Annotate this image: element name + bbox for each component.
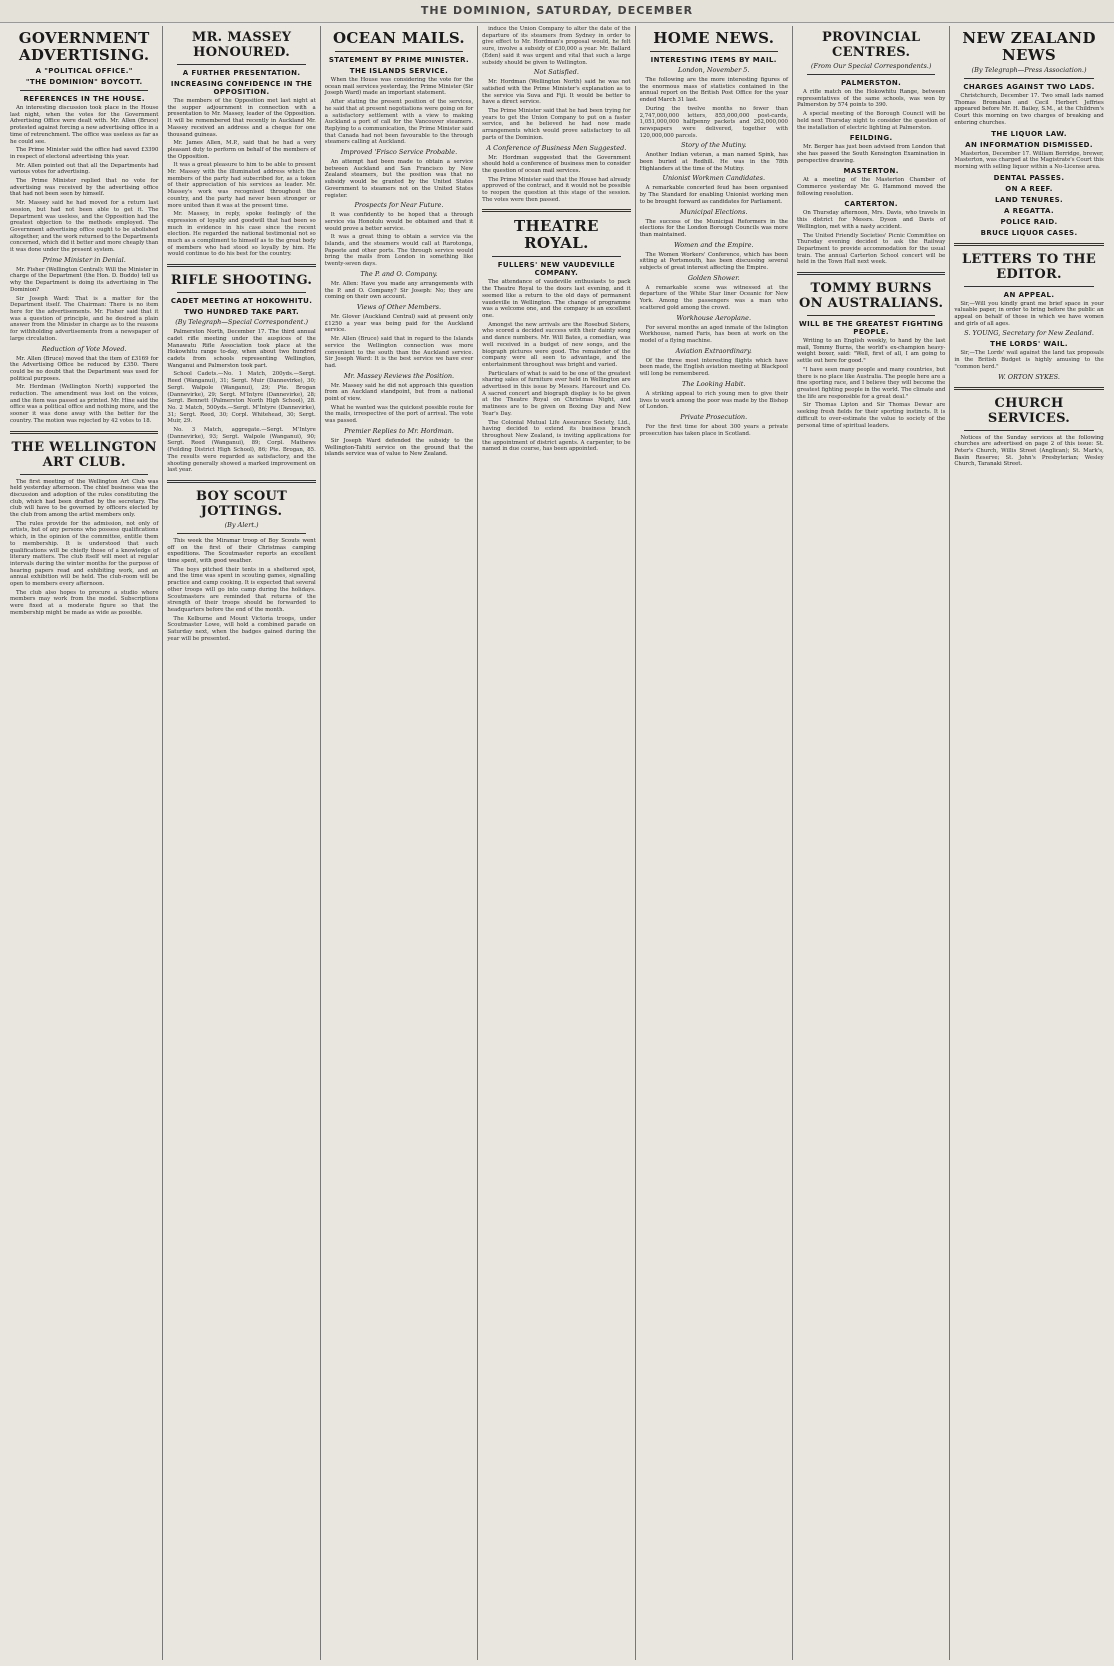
subhead-aviation: Aviation Extraordinary. — [675, 346, 752, 355]
column-1 — [6, 26, 163, 1660]
article-body-filler: School Cadets.—No. 1 Match, 200yds.—Sergt. Reed (Wanganui), 31; Sergt. Muir (Dannevirke), 30; Sergt. Walpole (Wanganui), 29; Pte. Brogan (Dannevirke), 29; Sergt. M'Intyre (Dannevirke), 28; Sergt. Bennett (Palmerston North High School), 28. No. 2 Match, 500yds.—Sergt. M'Intyre (Dannevirke), 31; Sergt. Reed, 30; Corpl. Whitehead, 30; Sergt. Muir, 29. — [167, 371, 316, 425]
subhead-two-hundred: TWO HUNDRED TAKE PART. — [184, 308, 300, 317]
article-paragraph: The following are the more interesting figures of the enormous mass of statistics contained in the annual report on the British Post Office for the year ended March 31 last. — [639, 77, 788, 104]
article-paragraph: An interesting discussion took place in the House last night, when the votes for the Government Advertising Office were dealt with. Mr. Allen (Bruce) protested against forcing a new advertising office in a time of retrenchment. The office was useless as far as he could see. — [10, 105, 159, 145]
subhead-looking-habit: The Looking Habit. — [682, 379, 746, 388]
divider — [954, 387, 1103, 390]
article-paragraph: Mr. Allen: Have you made any arrangements with the P. and O. Company? Sir Joseph: No; they are coming on their own account. — [324, 280, 474, 301]
byline: (From Our Special Correspondents.) — [810, 62, 932, 70]
divider — [650, 51, 778, 52]
headline-ocean-mails: OCEAN MAILS. — [333, 29, 465, 47]
subhead-political-office: A "POLITICAL OFFICE." — [35, 67, 133, 75]
article-body-filler: It was a great pleasure to him to be able to present Mr. Massey with the illuminated address which the members of the party had subscribed for, as a token of their appreciation of his services as leader. Mr. Massey's work was recognised throughout the country, and the party had never been stronger or more united than it was at the present time. — [167, 162, 316, 209]
subhead-palmerston: PALMERSTON. — [841, 79, 902, 87]
article-body-filler: Mr. Massey said he had moved for a return last session, but had not been able to get it. The Department was useless, and the Opposition had the greatest objection to the methods employed. The Government advertising office ought to be abolished altogether, and the work returned to the Departments concerned, which did it better and more cheaply than it was done under the present system. — [10, 200, 159, 254]
article-body-filler: Of the three most interesting flights which have been made, the English aviation meeting at Blackpool will long be remembered. — [639, 357, 788, 378]
article-paragraph: Mr. Hordman (Wellington North) said he was not satisfied with the Prime Minister's explanation as to the service via Suva and Fiji. It would be better to have a direct service. — [482, 79, 631, 106]
article-paragraph: The first meeting of the Wellington Art Club was held yesterday afternoon. The chief business was the discussion and adoption of the rules constituting the club, which had been drafted by the secretary. The club will have to be governed by officers elected by the club from among the artist members only. — [10, 478, 159, 519]
subhead-p-and-o: The P. and O. Company. — [360, 269, 438, 278]
article-body-filler: Sir Thomas Lipton and Sir Thomas Dewar are seeking fresh fields for their sporting instincts. It is difficult to over-estimate the value to society of the personal time of spiritual leaders. — [796, 402, 946, 429]
masthead: THE DOMINION, SATURDAY, DECEMBER — [0, 0, 1114, 23]
subhead-lords-wail: THE LORDS' WAIL. — [990, 340, 1068, 349]
article-body-filler: The Kelburne and Mount Victoria troops, under Scoutmaster Lowe, will hold a combined parade on Saturday next, when the badges gained during the year will be presented. — [167, 615, 316, 642]
article-paragraph: Notices of the Sunday services at the following churches are advertised on page 2 of this issue: St. Peter's Church, Willis Street (Anglican); St. Mark's, Basin Reserve; St. John's Presbyterian; Wesley Church, Taranaki Street. — [954, 434, 1104, 468]
subhead-islands-service: THE ISLANDS SERVICE. — [349, 67, 449, 75]
article-paragraph: At a meeting of the Masterton Chamber of Commerce yesterday Mr. G. Hammond moved the following resolution. — [796, 177, 946, 197]
divider — [964, 78, 1093, 79]
article-body-filler: The club also hopes to procure a studio where members may work from the model. Subscriptions were fixed at a moderate figure so that the membership might be made as wide as possible. — [10, 589, 159, 616]
article-paragraph: This week the Miramar troop of Boy Scouts went off on the first of their Christmas camping expeditions. The Scoutmaster reports an excellent time spent, with good weather. — [167, 537, 316, 565]
article-body-filler: The Prime Minister said that the House had already approved of the contract, and it would not be possible to reopen the question at this stage of the session. The votes were then passed. — [482, 176, 631, 203]
subhead-dental-passes: DENTAL PASSES. — [993, 173, 1065, 182]
article-body-filler: The United Friendly Societies' Picnic Committee on Thursday evening decided to ask the Railway Department to provide accommodation for the usual train. The annual Carterton School concert will be held in the Town Hall next week. — [796, 232, 946, 266]
letter-signature: S. YOUNG, Secretary for New Zealand. — [964, 329, 1094, 338]
article-body-filler: What he wanted was the quickest possible route for the mails, irrespective of the port of arrival. The vote was passed. — [324, 404, 474, 425]
article-body-filler: Particulars of what is said to be one of the greatest sharing sales of furniture ever held in Wellington are advertised in this issue by Messrs. Harcourt and Co. A sacred concert and biograph display is to be given at the Theatre Royal on Christmas Night, and matinees are to be given on Boxing Day and New Year's Day. — [482, 370, 631, 417]
column-7 — [950, 26, 1107, 1660]
article-paragraph: A rifle match on the Hokowhitu Range, between representatives of the same schools, was won by Palmerston by 574 points to 390. — [796, 89, 946, 109]
article-paragraph: Sir Joseph Ward defended the subsidy to the Wellington-Tahiti service on the ground that the islands service was of value to New Zealand. — [324, 437, 474, 458]
headline-theatre-royal: THEATRE ROYAL. — [513, 217, 599, 253]
subhead-carterton: CARTERTON. — [844, 200, 898, 209]
article-paragraph: A remarkable concerted feud has been organised by The Standard for enabling Unionist working men to be brought forward as candidates for Parliament. — [639, 185, 788, 205]
byline: (By Alert.) — [224, 520, 259, 529]
article-paragraph: Mr. Berger has just been advised from London that she has passed the South Kensington Examination in perspective drawing. — [796, 144, 946, 164]
subhead-increasing-confidence: INCREASING CONFIDENCE IN THE OPPOSITION. — [170, 80, 313, 96]
article-paragraph: Sir,—Will you kindly grant me brief space in your valuable paper, in order to bring before the public an appeal on behalf of those in which we have women and girls of all ages. — [954, 300, 1104, 327]
article-paragraph: Mr. James Allen, M.P., said that he had a very pleasant duty to perform on behalf of the members of the Opposition. — [167, 140, 316, 160]
divider — [20, 474, 148, 475]
article-body-filler: A remarkable scene was witnessed at the departure of the White Star liner Oceanic for New York. Among the passengers was a man who scattered gold among the crowd. — [639, 284, 788, 311]
subhead-cadet-meeting: CADET MEETING AT HOKOWHITU. — [170, 297, 313, 306]
article-paragraph: Mr. Fisher (Wellington Central): Will the Minister in charge of the Department (the Hon. D. Buddo) tell us why the Department is doing its advertising in The Dominion? — [10, 266, 159, 293]
article-body-filler: Mr. Massey, in reply, spoke feelingly of the expression of loyalty and goodwill that had been so much in evidence in his case since the recent election. He regarded the national testimonial not so much as a compliment to himself as to the great body of members who had stood so loyally by him. He would continue to do his best for the country. — [167, 211, 316, 258]
subhead-vaudeville: FULLERS' NEW VAUDEVILLE COMPANY. — [497, 261, 616, 278]
article-body-filler: The Colonial Mutual Life Assurance Society, Ltd., having decided to extend its business branch throughout New Zealand, is inviting applications for the appointment of district agents. A carpenter, to be named in due course, has been appointed. — [482, 419, 631, 453]
subhead-workhouse-aeroplane: Workhouse Aeroplane. — [676, 313, 752, 322]
newspaper-page — [6, 26, 1108, 1660]
divider — [335, 51, 463, 52]
column-3 — [321, 26, 478, 1660]
subhead-regatta: A REGATTA. — [1004, 206, 1055, 215]
subhead-information-dismissed: AN INFORMATION DISMISSED. — [965, 140, 1093, 149]
subhead-items-by-mail: INTERESTING ITEMS BY MAIL. — [650, 56, 777, 64]
subhead-land-tenures: LAND TENURES. — [994, 195, 1064, 204]
subhead-an-appeal: AN APPEAL. — [1003, 290, 1055, 299]
article-paragraph: The Prime Minister said the office had saved £3390 in respect of electoral advertising this year. — [10, 147, 159, 160]
article-body-filler: The Prime Minister said that he had been trying for years to get the Union Company to put on a faster service, and he believed he had now made arrangements which would prove satisfactory to all parts of the Dominion. — [482, 108, 631, 141]
divider — [167, 480, 315, 483]
article-body-filler: Mr. Allen (Bruce) said that in regard to the Islands service the Wellington connection was more convenient to the south than the Auckland service. Sir Joseph Ward: It is the best service we have ever had. — [324, 336, 474, 369]
article-body-filler: The rules provide for the admission, not only of artists, but of any persons who possess qualifications which, in the opinion of the committee, entitle them to membership. It is understood that such qualifications will be chiefly those of a knowledge of literary matters. The club itself will meet at regular intervals during the winter months for the purpose of hearing papers read and exhibiting work, and an annual exhibition will be held. The club-room will be open to members every afternoon. — [10, 520, 159, 588]
subhead-unionist-workmen: Unionist Workmen Candidates. — [662, 174, 766, 183]
column-5 — [636, 26, 793, 1660]
subhead-dominion-boycott: "THE DOMINION" BOYCOTT. — [25, 78, 143, 86]
subhead-references-house: REFERENCES IN THE HOUSE. — [23, 95, 145, 103]
dateline: London, November 5. — [678, 66, 750, 74]
headline-massey-honoured: MR. MASSEY HONOURED. — [191, 30, 292, 60]
article-body-filler: Amongst the new arrivals are the Rosebud Sisters, who scored a decided success with their dainty song and dance numbers. Mr. Will Bates, a comedian, was well received in a budget of new songs, and the biograph pictures were good. The remainder of the company were all seen to advantage, and the entertainment throughout was bright and varied. — [482, 321, 631, 368]
article-body-filler: It was a great thing to obtain a service via the Islands, and the steamers would call at Rarotonga, Papeete and other ports. The through service would bring the mails from London in something like twenty-seven days. — [324, 234, 474, 268]
article-body-filler: The boys pitched their tents in a sheltered spot, and the time was spent in scouting games, signalling practice and camp cooking. It is expected that several other troops will go into camp during the holidays. Scoutmasters are reminded that returns of the strength of their troops should be forwarded to headquarters before the end of the month. — [167, 566, 316, 613]
subhead-police-raid: POLICE RAID. — [1000, 217, 1058, 226]
article-paragraph: Mr. Massey said he did not approach this question from an Auckland standpoint, but from a national point of view. — [324, 382, 474, 403]
subhead-feilding: FEILDING. — [849, 134, 893, 143]
headline-home-news: HOME NEWS. — [653, 29, 775, 47]
article-body-filler: For the first time for about 300 years a private prosecution has taken place in Scotland. — [639, 423, 788, 437]
article-paragraph: When the House was considering the vote for the ocean mail services yesterday, the Prime Minister (Sir Joseph Ward) made an important statement. — [324, 77, 474, 97]
article-paragraph: Mr. Glover (Auckland Central) said at present only £1250 a year was being paid for the Auckland service. — [324, 313, 474, 334]
divider — [482, 209, 630, 212]
subhead-on-a-reef: ON A REEF. — [1005, 184, 1053, 193]
divider — [177, 533, 305, 534]
article-body-filler: After stating the present position of the services, he said that at present negotiations were going on for a satisfactory settlement with a view to making Auckland a port of call for the Vancouver steamers. Replying to a communication, the Prime Minister said that Canada had not been favourable to the through steamers calling at Auckland. — [324, 99, 474, 146]
article-body-filler: Sir,—The Lords' wail against the land tax proposals in the British Budget is highly amusing to the "common herd." — [954, 350, 1104, 370]
headline-government-advertising: GOVERNMENT ADVERTISING. — [18, 29, 150, 64]
article-paragraph: An attempt had been made to obtain a service between Auckland and San Francisco by New Zealand steamers, but the position was that no subsidy would be granted by the United States Government to steamers not on the United States register. — [324, 159, 474, 199]
subhead-further-presentation: A FURTHER PRESENTATION. — [182, 69, 301, 77]
article-paragraph: The Prime Minister replied that no vote for advertising was received by the advertising office that had not been seen by himself. — [10, 178, 159, 198]
divider — [167, 264, 315, 267]
article-paragraph: Mr. Allen (Bruce) moved that the item of £3169 for the Advertising Office be reduced by £350. There could be no doubt that the Department was used for political purposes. — [10, 355, 159, 382]
article-paragraph: Mr. Allen pointed out that all the Departments had various votes for advertising. — [10, 162, 159, 176]
subhead-premier-replies: Premier Replies to Mr. Hordman. — [344, 426, 454, 435]
subhead-masterton: MASTERTON. — [843, 167, 899, 176]
byline: (By Telegraph—Press Association.) — [971, 66, 1087, 74]
headline-letters-editor: LETTERS TO THE EDITOR. — [961, 251, 1097, 282]
article-body-filler: For several months an aged inmate of the Islington Workhouse, named Faris, has been at work on the model of a flying machine. — [639, 324, 788, 344]
subhead-massey-reviews: Mr. Massey Reviews the Position. — [343, 371, 455, 380]
subhead-golden-shower: Golden Shower. — [687, 273, 740, 282]
article-paragraph: Writing to an English weekly, to hand by the last mail, Tommy Burns, the world's ex-champion heavy-weight boxer, said: "Well, first of all, I am going to settle out here for good." — [796, 338, 946, 365]
article-paragraph: The Women Workers' Conference, which has been sitting at Portsmouth, has been discussing several subjects of great interest affecting the Empire. — [639, 251, 788, 272]
article-paragraph: Christchurch, December 17. Two small lads named Thomas Bromahan and Cecil Herbert Jeffries appeared before Mr. H. Bailey, S.M., at the Children's Court this morning on two charges of breaking and entering churches. — [954, 93, 1104, 126]
subhead-greatest-fighting: WILL BE THE GREATEST FIGHTING PEOPLE. — [799, 320, 944, 337]
subhead-conference: A Conference of Business Men Suggested. — [486, 143, 627, 152]
headline-tommy-burns: TOMMY BURNS ON AUSTRALIANS. — [799, 281, 944, 312]
article-body-filler: "I have seen many people and many countries, but there is no place like Australia. The people here are a fine sporting race, and I believe they will become the greatest fighting people in the world. The climate and the life are responsible for a great deal." — [796, 366, 946, 400]
subhead-bruce-liquor: BRUCE LIQUOR CASES. — [980, 228, 1078, 237]
article-body-filler: Masterton, December 17. William Berridge, brewer, Masterton, was charged at the Magistrate's Court this morning with selling liquor within a No-License area. — [954, 150, 1104, 170]
article-paragraph: The members of the Opposition met last night at the supper adjournment in connection with a presentation to Mr. Massey, leader of the Opposition. It will be remembered that recently in Auckland Mr. Massey received an address and a cheque for one thousand guineas. — [167, 98, 316, 138]
headline-church-services: CHURCH SERVICES. — [987, 395, 1071, 426]
article-body-filler: A striking appeal to rich young men to give their lives to work among the poor was made by the Bishop of London. — [639, 390, 788, 411]
headline-boy-scout: BOY SCOUT JOTTINGS. — [196, 488, 288, 519]
divider — [964, 286, 1093, 287]
article-body-filler: induce the Union Company to alter the date of the departure of its steamers from Sydney in order to give effect to Mr. Hordman's proposal would, he felt sure, involve a subsidy of £30,000 a year. Mr. Ballard (Eden) said it was urgent and vital that such a large subsidy should be given to Wellington. — [482, 26, 631, 66]
divider — [20, 90, 148, 91]
headline-nz-news: NEW ZEALAND NEWS — [962, 29, 1096, 64]
letter-signature: W. ORTON SYKES. — [998, 372, 1060, 381]
divider — [177, 64, 305, 65]
article-body-filler: No. 3 Match, aggregate.—Sergt. M'Intyre (Dannevirke), 93; Sergt. Walpole (Wanganui), 90; Sergt. Reed (Wanganui), 89; Corpl. Mathews (Feilding District High School), 86; Pte. Brogan, 85. The results were regarded as satisfactory, and the shooting generally showed a marked improvement on last year. — [167, 427, 316, 474]
divider — [10, 431, 158, 434]
article-paragraph: Mr. Hordman suggested that the Government should hold a conference of business men to consider the question of ocean mail services. — [482, 154, 631, 174]
subhead-women-empire: Women and the Empire. — [673, 240, 754, 249]
divider — [954, 243, 1103, 246]
article-body-filler: During the twelve months no fewer than 2,747,000,000 letters, 855,000,000 post-cards, 1,051,000,000 halfpenny packets and 262,000,000 newspapers were delivered, together with 120,000,000 parcels. — [639, 105, 788, 139]
subhead-other-members: Views of Other Members. — [356, 302, 442, 311]
subhead-statement-prime-minister: STATEMENT BY PRIME MINISTER. — [328, 56, 470, 64]
article-paragraph: The success of the Municipal Reformers in the elections for the London Borough Councils was more than maintained. — [639, 218, 788, 238]
headline-rifle-shooting: RIFLE SHOOTING. — [170, 273, 313, 289]
subhead-near-future: Prospects for Near Future. — [354, 201, 444, 210]
column-6 — [793, 26, 950, 1660]
divider — [797, 272, 945, 275]
subhead-private-prosecution: Private Prosecution. — [680, 412, 748, 421]
article-paragraph: It was confidently to be hoped that a through service via Honolulu would be obtained and that it would prove a better service. — [324, 212, 474, 232]
headline-provincial-centres: PROVINCIAL CENTRES. — [821, 30, 921, 60]
divider — [177, 292, 305, 293]
subhead-frisco-service: Improved 'Frisco Service Probable. — [340, 148, 458, 157]
article-body-filler: A special meeting of the Borough Council will be held next Thursday night to consider the question of the installation of electric lighting at Palmerston. — [796, 111, 946, 131]
subhead-story-mutiny: Story of the Mutiny. — [681, 141, 747, 150]
divider — [492, 256, 620, 257]
column-2 — [163, 26, 320, 1660]
article-paragraph: Palmerston North, December 17. The third annual cadet rifle meeting under the auspices of the Manawatu Rifle Association took place at the Hokowhitu range to-day, when about two hundred cadets from schools representing Wellington, Wanganui and Palmerston took part. — [167, 329, 316, 369]
subhead-not-satisfied: Not Satisfied. — [533, 68, 579, 77]
article-paragraph: The attendance of vaudeville enthusiasts to pack the Theatre Royal to the doors last evening, and it seemed like a return to the old days of permanent vaudeville in Wellington. The change of programme was a welcome one, and the company is an excellent one. — [482, 279, 631, 319]
subhead-municipal-elections: Municipal Elections. — [680, 207, 748, 216]
article-paragraph: On Thursday afternoon, Mrs. Davis, who travels in this district for Messrs. Dyson and Davis of Wellington, met with a nasty accident. — [796, 210, 946, 230]
byline: (By Telegraph—Special Correspondent.) — [175, 318, 308, 327]
column-4 — [478, 26, 635, 1660]
subhead-liquor-law: THE LIQUOR LAW. — [991, 129, 1067, 138]
subhead-two-lads: CHARGES AGAINST TWO LADS. — [963, 83, 1095, 91]
article-body-filler: Sir Joseph Ward: That is a matter for the Department itself. The Chairman: There is no item here for the advertisements. Mr. Fisher said that it was a question of principle, and he desired a plain answer from the Minister in charge as to the reasons for withholding advertisements from a newspaper of large circulation. — [10, 295, 159, 342]
divider — [964, 430, 1093, 431]
headline-art-club: THE WELLINGTON ART CLUB. — [11, 439, 157, 470]
article-body-filler: Mr. Herdman (Wellington North) supported the reduction. The amendment was lost on the voices, and the item was passed as printed. Mr. Hine said the office was a political office and nothing more, and the sooner it was done away with the better for the country. The motion was rejected by 42 votes to 18. — [10, 384, 159, 424]
divider — [807, 74, 935, 75]
divider — [807, 315, 935, 316]
subhead-reduction-vote: Reduction of Vote Moved. — [41, 344, 127, 353]
article-paragraph: Another Indian veteran, a man named Spink, has been buried at Redhill. He was in the 78th Highlanders at the time of the Mutiny. — [639, 152, 788, 172]
subhead-prime-minister-denial: Prime Minister in Denial. — [42, 255, 126, 264]
